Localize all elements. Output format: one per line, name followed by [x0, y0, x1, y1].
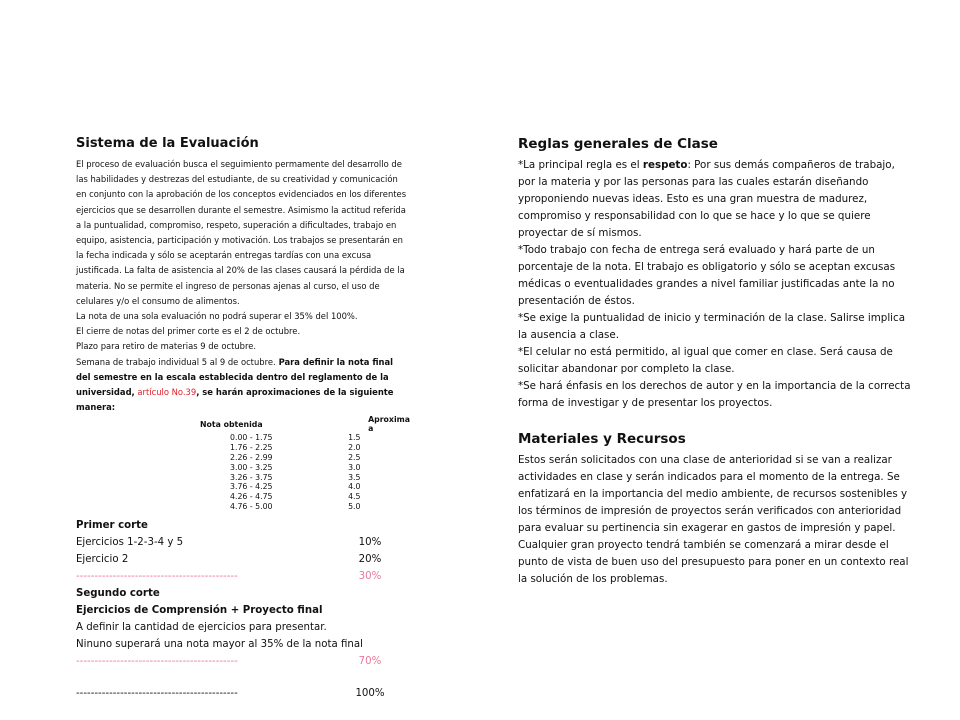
approx-value: 3.5 [348, 472, 361, 482]
total-row [76, 685, 410, 702]
rules-title: Reglas generales de Clase [518, 136, 718, 152]
first-cut-subtotal [76, 568, 410, 585]
materials-text [518, 452, 914, 588]
approximation-note [76, 355, 410, 416]
exercise-label: Ejercicio 2 [76, 553, 129, 565]
rule-item: *Todo trabajo con fecha de entrega será evaluado y hará parte de un porcentaje de la nota. El trabajo es obligatorio y sólo se aceptan excusas médicas o eventualidades grandes a nivel familiar justificadas ante la no presentación de éstos. [518, 244, 896, 307]
table-row [76, 433, 410, 443]
second-cut-note-2: Ninuno superará una nota mayor al 35% de la nota final [76, 638, 363, 650]
approx-value: 4.0 [348, 482, 361, 492]
left-column [76, 136, 410, 702]
table-header-grade: Nota obtenida [200, 419, 263, 429]
rule-item: *Se exige la puntualidad de inicio y terminación de la clase. Salirse implica la ausencia a clase. [518, 312, 906, 341]
materials-paragraph: Cualquier gran proyecto tendrá también se comenzará a mirar desde el punto de vista de buen uso del presupuesto para poner en un contexto real la solución de los problemas. [518, 539, 909, 585]
grade-range: 2.26 - 2.99 [230, 453, 273, 463]
right-column [518, 136, 914, 588]
rule-item: *Se hará énfasis en los derechos de autor y en la importancia de la correcta forma de investigar y de presentar los proyectos. [518, 380, 911, 409]
first-cut-title: Primer corte [76, 519, 148, 531]
individual-week-text: Semana de trabajo individual 5 al 9 de octubre. [76, 356, 276, 367]
table-header-approx: Aproxima a [368, 415, 410, 434]
grade-range: 3.76 - 4.25 [230, 482, 273, 492]
subtotal-percentage: 70% [358, 655, 382, 667]
table-row [76, 502, 410, 512]
materials-paragraph: Estos serán solicitados con una clase de anterioridad si se van a realizar actividades en clase y serán indicados para el momento de la entrega. Se enfatizará en la importancia del medio ambiente, de recursos sostenibles y los términos de impresión de proyectos serán verificados con anterioridad para evaluar su pertinencia sin exagerar en gastos de impresión y papel. [518, 454, 908, 534]
grade-range: 4.26 - 4.75 [230, 492, 273, 502]
first-cut-row-1 [76, 534, 410, 551]
table-row [76, 443, 410, 453]
evaluation-paragraph: El proceso de evaluación busca el seguimiento permamente del desarrollo de las habilidades y destrezas del estudiante, de su creatividad y comunicación en conjunto con la aprobación de los conceptos evidenciados en los diferentes ejercicios que se desarrollen durante el semestre. Asimismo la actitud referida a la puntualidad, compromiso, respeto, superación a dificultades, trabajo en equipo, asistencia, participación y motivación. Los trabajos se presentarán en la fecha indicada y sólo se aceptarán entregas tardías con una excusa justificada. La falta de asistencia al 20% de las clases causará la pérdida de la materia. No se permite el ingreso de personas ajenas al curso, el uso de celulares y/o el consumo de alimentos. [76, 159, 407, 306]
exercise-label: Ejercicios 1-2-3-4 y 5 [76, 536, 184, 548]
grade-range: 4.76 - 5.00 [230, 502, 273, 512]
final-grade-text: Para definir la nota final del semestre en la escala establecida dentro del reglamento de la universidad, [76, 356, 394, 398]
approx-value: 3.0 [348, 462, 361, 472]
table-row [76, 492, 410, 502]
table-row [76, 463, 410, 473]
grade-closing-note: El cierre de notas del primer corte es el 2 de octubre. [76, 326, 301, 337]
table-body [76, 433, 410, 511]
respect-emphasis: respeto [642, 159, 688, 171]
grade-range: 0.00 - 1.75 [230, 433, 273, 443]
approx-value: 5.0 [348, 502, 361, 512]
approx-value: 2.5 [348, 453, 361, 463]
approx-value: 4.5 [348, 492, 361, 502]
exercise-percentage: 10% [358, 536, 382, 548]
dash-separator: -------------------------------------------- [76, 570, 238, 582]
materials-title: Materiales y Recursos [518, 431, 686, 447]
rule-text: : Por sus demás compañeros de trabajo, por la materia y por las personas para las cuales estarán diseñando yproponiendo nuevas ideas. Esto es una gran muestra de madurez, compromiso y responsabilidad con lo que se hace y lo que se quiere proyectar de sí mismos. [518, 159, 895, 239]
second-cut-subtotal [76, 653, 410, 670]
withdrawal-deadline-note: Plazo para retiro de materias 9 de octubre. [76, 341, 257, 352]
max-grade-note: La nota de una sola evaluación no podrá superar el 35% del 100%. [76, 311, 358, 322]
rules-list [518, 157, 914, 412]
table-row [76, 453, 410, 463]
approximation-intro: , se harán aproximaciones de la siguiente manera: [76, 387, 394, 413]
subtotal-percentage: 30% [358, 570, 382, 582]
rule-item [518, 157, 914, 242]
table-row [76, 482, 410, 492]
approximation-table [76, 415, 410, 511]
grade-range: 1.76 - 2.25 [230, 443, 273, 453]
first-cut-row-2 [76, 551, 410, 568]
evaluation-text [76, 157, 410, 415]
approx-value: 2.0 [348, 443, 361, 453]
exercise-percentage: 20% [358, 553, 382, 565]
table-header-row [76, 415, 410, 433]
grade-range: 3.26 - 3.75 [230, 472, 273, 482]
table-row [76, 473, 410, 483]
second-cut-title: Segundo corte [76, 587, 160, 599]
second-cut-note-1: A definir la cantidad de ejercicios para presentar. [76, 621, 327, 633]
dash-separator: -------------------------------------------- [76, 687, 238, 699]
dash-separator: -------------------------------------------- [76, 655, 238, 667]
rule-item: *El celular no está permitido, al igual que comer en clase. Será causa de solicitar abandonar por completo la clase. [518, 346, 893, 375]
second-cut-exercises: Ejercicios de Comprensión + Proyecto final [76, 604, 323, 616]
rule-text: *La principal regla es el [518, 159, 643, 171]
approx-value: 1.5 [348, 433, 361, 443]
article-reference: artículo No.39 [134, 387, 197, 398]
total-percentage: 100% [355, 687, 385, 699]
evaluation-title: Sistema de la Evaluación [76, 136, 259, 151]
grade-range: 3.00 - 3.25 [230, 462, 273, 472]
